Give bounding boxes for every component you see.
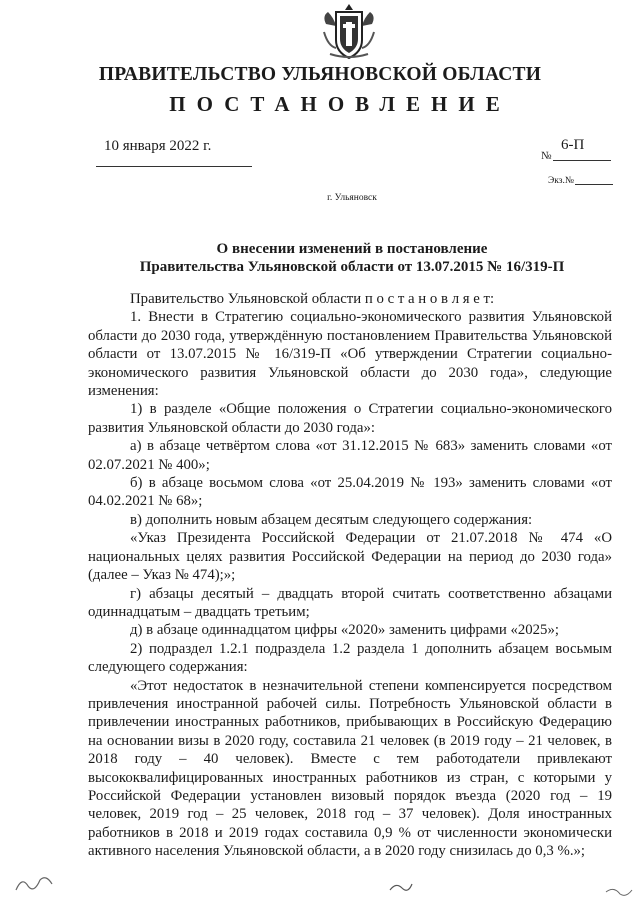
city: г. Ульяновск (327, 193, 377, 203)
title-line-1: О внесении изменений в постановление (216, 241, 488, 257)
paragraph: Правительство Ульяновской области п о с т а н о в л я е т: (130, 291, 495, 307)
document-number: 6-П (561, 137, 585, 153)
paragraph: г) абзацы десятый – двадцать второй считать соответственно абзацами одиннадцатым – двадцать третьим; (88, 585, 612, 620)
scan-mark (14, 872, 54, 894)
paragraph: д) в абзаце одиннадцатом цифры «2020» заменить цифрами «2025»; (130, 622, 559, 639)
coat-of-arms-icon (318, 2, 380, 60)
copy-underline (575, 184, 613, 185)
document-type: ПОСТАНОВЛЕНИЕ (169, 92, 511, 116)
document-title (0, 240, 640, 276)
paragraph: 1) в разделе «Общие положения о Стратегии социально-экономического развития Ульяновской области до 2030 года»: (88, 401, 612, 436)
paragraph: «Этот недостаток в незначительной степени компенсируется посредством привлечения иностранной рабочей силы. Потребность Ульяновской области в привлечении иностранных работников, прибывающих в Российскую Федерацию на основании визы в 2020 году, составила 21 человек (в 2019 году – 21 человек, в 2018 году – 40 человек). Вместе с тем работодатели привлекают высококвалифицированных иностранных работников из стран, с которыми у Российской Федерации установлен визовый порядок въезда (2020 год – 19 человек, 2019 год – 25 человек, 2018 год – 37 человек). Доля иностранных работников в 2018 и 2019 годах составила 0,9 % от численности экономически активного населения Ульяновской области, а в 2020 году снизилась до 0,3 %.»; (88, 677, 612, 860)
paragraph: «Указ Президента Российской Федерации от 21.07.2018 № 474 «О национальных целях развития Российской Федерации на период до 2030 года» (далее – Указ № 474);»; (88, 530, 612, 584)
document-date: 10 января 2022 г. (104, 138, 212, 154)
paragraph: б) в абзаце восьмом слова «от 25.04.2019 № 193» заменить словами «от 04.02.2021 № 68»; (88, 475, 612, 510)
scan-mark (388, 880, 414, 894)
document-body (88, 290, 612, 861)
scan-mark (604, 884, 634, 898)
title-line-2: Правительства Ульяновской области от 13.07.2015 № 16/319-П (139, 259, 565, 275)
paragraph: 2) подраздел 1.2.1 подраздела 1.2 раздела 1 дополнить абзацем восьмым следующего содержания: (88, 640, 612, 676)
paragraph: 1. Внести в Стратегию социально-экономического развития Ульяновской области до 2030 года, утверждённую постановлением Правительства Ульяновской области от 13.07.2015 № 16/319-П «Об утверждении Стратегии социально-экономического развития Ульяновской области до 2030 года», следующие изменения: (88, 309, 612, 400)
date-underline (96, 166, 252, 167)
paragraph: а) в абзаце четвёртом слова «от 31.12.2015 № 683» заменить словами «от 02.07.2021 № 400»; (88, 438, 612, 473)
paragraph: в) дополнить новым абзацем десятым следующего содержания: (130, 511, 533, 528)
organization-name: ПРАВИТЕЛЬСТВО УЛЬЯНОВСКОЙ ОБЛАСТИ (98, 64, 542, 85)
copy-label: Экз.№ (548, 176, 574, 186)
number-underline (553, 160, 611, 161)
number-sign: № (541, 150, 552, 162)
